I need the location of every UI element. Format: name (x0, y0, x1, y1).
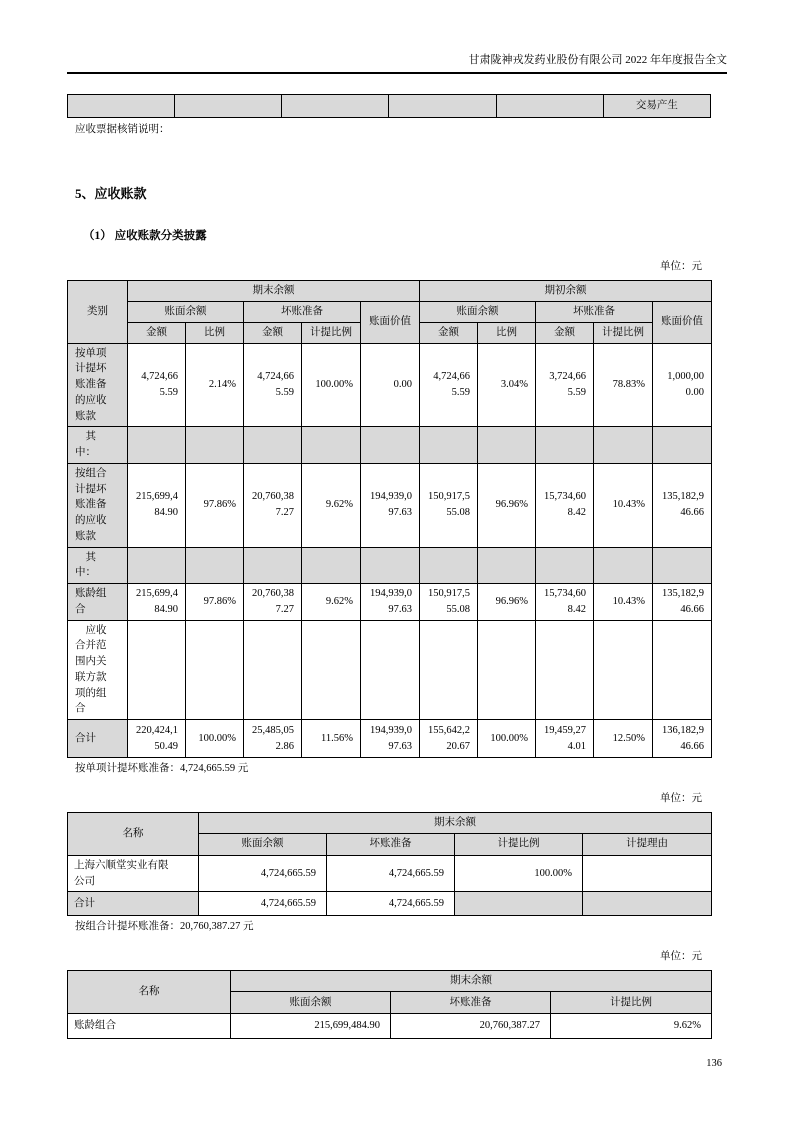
col-header-beginning-balance: 期初余额 (420, 281, 712, 302)
table-cell: 4,724,665.59 (420, 343, 478, 427)
col-header-provision-ratio: 计提比例 (455, 833, 583, 855)
table-cell: 4,724,665.59 (327, 855, 455, 892)
table-cell (244, 547, 302, 584)
col-header-category: 类别 (68, 281, 128, 344)
table-cell: 10.43% (594, 584, 653, 621)
table-cell: 135,182,946.66 (653, 463, 712, 547)
col-header-provision-reason: 计提理由 (583, 833, 712, 855)
table-cell (361, 427, 420, 464)
table-cell (302, 427, 361, 464)
table-cell: 10.43% (594, 463, 653, 547)
table-cell (653, 547, 712, 584)
table-cell: 20,760,387.27 (391, 1014, 551, 1039)
table-cell: 4,724,665.59 (244, 343, 302, 427)
table-cell: 20,760,387.27 (244, 463, 302, 547)
table-cell: 4,724,665.59 (199, 892, 327, 916)
page-content (67, 0, 727, 1071)
table-cell (186, 547, 244, 584)
table-cell: 0.00 (361, 343, 420, 427)
table-cell (420, 427, 478, 464)
table-row-aging-portfolio (68, 584, 712, 621)
table-cell: 100.00% (478, 720, 536, 758)
table-cell (175, 95, 282, 118)
table-row (68, 95, 711, 118)
col-header-name: 名称 (68, 971, 231, 1014)
table-cell: 96.96% (478, 584, 536, 621)
col-header-ending-balance: 期末余额 (128, 281, 420, 302)
table-cell: 215,699,484.90 (231, 1014, 391, 1039)
table-cell (478, 620, 536, 720)
table-cell: 194,939,097.63 (361, 720, 420, 758)
table-header-row (68, 281, 712, 302)
portfolio-provision-note: 按组合计提坏账准备：20,760,387.27 元 (75, 921, 254, 933)
row-label: 合计 (68, 892, 199, 916)
table-cell: 194,939,097.63 (361, 584, 420, 621)
col-header-ending-balance: 期末余额 (231, 971, 712, 992)
table-cell (653, 427, 712, 464)
table-cell: 150,917,555.08 (420, 463, 478, 547)
individual-provision-table (67, 812, 712, 916)
table-cell: 3.04% (478, 343, 536, 427)
table-cell: 150,917,555.08 (420, 584, 478, 621)
table-cell (536, 620, 594, 720)
section-heading: 5、应收账款 (75, 186, 147, 201)
col-header-amount: 金额 (536, 322, 594, 343)
table-cell (186, 427, 244, 464)
table-cell: 215,699,484.90 (128, 584, 186, 621)
table-cell: 25,485,052.86 (244, 720, 302, 758)
table-row-total (68, 892, 712, 916)
table-cell (594, 547, 653, 584)
table-cell (128, 620, 186, 720)
table-cell: 19,459,274.01 (536, 720, 594, 758)
table-cell: 100.00% (186, 720, 244, 758)
table-cell: 135,182,946.66 (653, 584, 712, 621)
table-cell: 4,724,665.59 (327, 892, 455, 916)
table-cell: 100.00% (455, 855, 583, 892)
table-cell (536, 427, 594, 464)
row-label: 账龄组合 (68, 584, 128, 621)
table-row-individual-provision (68, 343, 712, 427)
col-header-amount: 金额 (128, 322, 186, 343)
col-header-book-balance: 账面余额 (231, 992, 391, 1014)
col-header-amount: 金额 (244, 322, 302, 343)
table-cell: 215,699,484.90 (128, 463, 186, 547)
unit-label: 单位：元 (660, 261, 702, 272)
table-header-row (68, 971, 712, 992)
table-cell (244, 427, 302, 464)
table-cell (128, 547, 186, 584)
table-header-row (68, 302, 712, 323)
table-cell (361, 620, 420, 720)
col-header-book-value: 账面价值 (361, 302, 420, 344)
table-cell (302, 620, 361, 720)
table-cell (496, 95, 603, 118)
table-cell: 155,642,220.67 (420, 720, 478, 758)
table-cell: 11.56% (302, 720, 361, 758)
receivables-classification-table (67, 280, 712, 758)
table-row-total (68, 720, 712, 758)
table-cell: 194,939,097.63 (361, 463, 420, 547)
table-row-portfolio-provision (68, 463, 712, 547)
document-title: 甘肃陇神戎发药业股份有限公司 2022 年年度报告全文 (468, 54, 727, 66)
row-label: 账龄组合 (68, 1014, 231, 1039)
table-cell: 12.50% (594, 720, 653, 758)
table-cell: 20,760,387.27 (244, 584, 302, 621)
subsection-heading: （1） 应收账款分类披露 (83, 230, 207, 242)
table-cell: 96.96% (478, 463, 536, 547)
table-cell: 2.14% (186, 343, 244, 427)
table-cell (302, 547, 361, 584)
table-cell-transaction-origin: 交易产生 (603, 95, 710, 118)
table-row-company (68, 855, 712, 892)
table-cell: 136,182,946.66 (653, 720, 712, 758)
table-cell (653, 620, 712, 720)
table-cell: 9.62% (302, 463, 361, 547)
row-label: 按组合计提坏账准备的应收账款 (68, 463, 128, 547)
row-label: 合计 (68, 720, 128, 758)
col-header-book-balance: 账面余额 (199, 833, 327, 855)
table-cell (536, 547, 594, 584)
bills-writeoff-note: 应收票据核销说明： (75, 124, 170, 135)
table-cell (594, 427, 653, 464)
table-cell (186, 620, 244, 720)
table-header-row (68, 813, 712, 834)
table-cell: 1,000,000.00 (653, 343, 712, 427)
unit-label: 单位：元 (660, 951, 702, 963)
table-cell (420, 620, 478, 720)
col-header-name: 名称 (68, 813, 199, 856)
table-cell: 97.86% (186, 463, 244, 547)
col-header-bad-debt-provision: 坏账准备 (244, 302, 361, 323)
table-cell (583, 892, 712, 916)
col-header-ratio: 比例 (186, 322, 244, 343)
table-cell: 9.62% (302, 584, 361, 621)
row-label: 其中： (68, 427, 128, 464)
row-label: 应收合并范围内关联方款项的组合 (68, 620, 128, 720)
table-cell (244, 620, 302, 720)
row-label: 上海六顺堂实业有限公司 (68, 855, 199, 892)
col-header-ending-balance: 期末余额 (199, 813, 712, 834)
table-cell (128, 427, 186, 464)
table-cell (455, 892, 583, 916)
col-header-bad-debt-provision: 坏账准备 (327, 833, 455, 855)
bills-writeoff-table-fragment (67, 94, 711, 118)
table-cell: 3,724,665.59 (536, 343, 594, 427)
aging-portfolio-table (67, 970, 712, 1039)
table-cell: 78.83% (594, 343, 653, 427)
col-header-bad-debt-provision: 坏账准备 (536, 302, 653, 323)
individual-provision-note: 按单项计提坏账准备：4,724,665.59 元 (75, 763, 249, 774)
table-row-aging-portfolio (68, 1014, 712, 1039)
col-header-provision-ratio: 计提比例 (594, 322, 653, 343)
col-header-book-balance: 账面余额 (420, 302, 536, 323)
table-row-related-party-portfolio (68, 620, 712, 720)
table-cell (420, 547, 478, 584)
table-cell: 97.86% (186, 584, 244, 621)
col-header-ratio: 比例 (478, 322, 536, 343)
col-header-provision-ratio: 计提比例 (551, 992, 712, 1014)
table-cell: 15,734,608.42 (536, 584, 594, 621)
table-cell: 100.00% (302, 343, 361, 427)
col-header-provision-ratio: 计提比例 (302, 322, 361, 343)
table-cell (68, 95, 175, 118)
table-cell: 4,724,665.59 (128, 343, 186, 427)
table-cell: 4,724,665.59 (199, 855, 327, 892)
col-header-amount: 金额 (420, 322, 478, 343)
table-cell (361, 547, 420, 584)
col-header-book-value: 账面价值 (653, 302, 712, 344)
table-cell (389, 95, 496, 118)
unit-label: 单位：元 (660, 793, 702, 804)
col-header-bad-debt-provision: 坏账准备 (391, 992, 551, 1014)
page-number: 136 (706, 1058, 722, 1069)
table-cell (478, 427, 536, 464)
table-row-subtotal-label (68, 427, 712, 464)
row-label: 按单项计提坏账准备的应收账款 (68, 343, 128, 427)
document-header (67, 0, 727, 74)
col-header-book-balance: 账面余额 (128, 302, 244, 323)
table-cell: 15,734,608.42 (536, 463, 594, 547)
table-cell (594, 620, 653, 720)
table-cell (282, 95, 389, 118)
table-cell: 220,424,150.49 (128, 720, 186, 758)
table-cell (583, 855, 712, 892)
row-label: 其中： (68, 547, 128, 584)
table-cell: 9.62% (551, 1014, 712, 1039)
table-cell (478, 547, 536, 584)
table-row-subtotal-label (68, 547, 712, 584)
